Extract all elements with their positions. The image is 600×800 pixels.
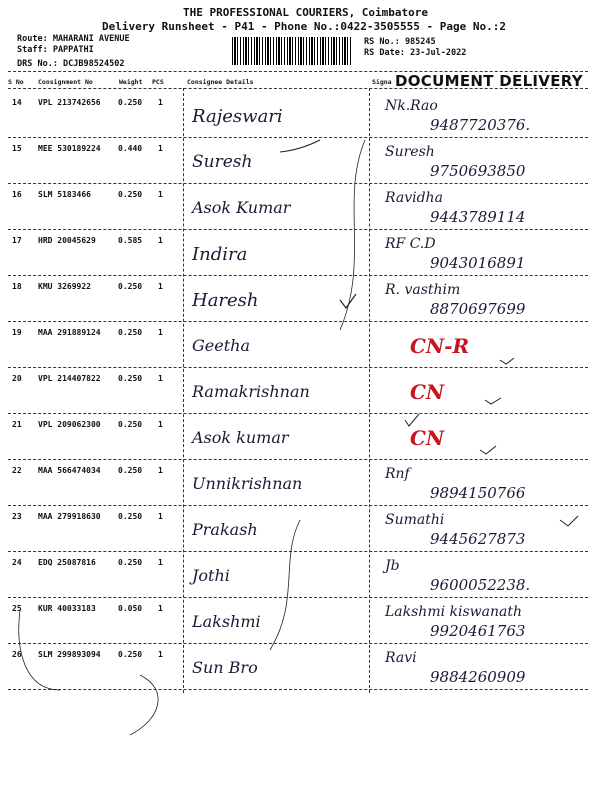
row-divider bbox=[8, 505, 588, 506]
consignee-name: Rajeswari bbox=[192, 106, 283, 127]
row-consignment: KUR 40033183 bbox=[38, 604, 96, 613]
signature: Jb bbox=[385, 558, 400, 574]
rs-number: RS No.: 985245 bbox=[364, 37, 436, 47]
row-divider bbox=[8, 413, 588, 414]
row-weight: 0.250 bbox=[118, 650, 143, 659]
consignee-column-line bbox=[183, 88, 184, 693]
consignee-name: Prakash bbox=[192, 520, 258, 539]
signature: CN bbox=[410, 380, 445, 404]
row-weight: 0.250 bbox=[118, 328, 143, 337]
row-weight: 0.250 bbox=[118, 420, 143, 429]
row-weight: 0.250 bbox=[118, 512, 143, 521]
row-pcs: 1 bbox=[158, 604, 163, 613]
phone-number: 9445627873 bbox=[430, 530, 526, 548]
row-weight: 0.250 bbox=[118, 558, 143, 567]
signature: Sumathi bbox=[385, 512, 445, 528]
row-divider bbox=[8, 459, 588, 460]
row-weight: 0.585 bbox=[118, 236, 143, 245]
phone-number: 9884260909 bbox=[430, 668, 526, 686]
row-divider bbox=[8, 367, 588, 368]
header-divider-top bbox=[8, 71, 588, 72]
phone-number: 9750693850 bbox=[430, 162, 526, 180]
consignee-name: Ramakrishnan bbox=[192, 382, 310, 401]
rs-date: RS Date: 23-Jul-2022 bbox=[364, 48, 467, 58]
row-weight: 0.250 bbox=[118, 466, 143, 475]
row-consignment: VPL 209062300 bbox=[38, 420, 101, 429]
row-pcs: 1 bbox=[158, 328, 163, 337]
row-pcs: 1 bbox=[158, 466, 163, 475]
phone-number: 9443789114 bbox=[430, 208, 526, 226]
row-sno: 16 bbox=[12, 190, 22, 199]
staff-label: Staff: PAPPATHI bbox=[17, 45, 94, 55]
consignee-name: Asok Kumar bbox=[192, 198, 291, 217]
row-pcs: 1 bbox=[158, 512, 163, 521]
phone-number: 9600052238. bbox=[430, 576, 531, 594]
col-consignment: Consignment No bbox=[38, 78, 93, 86]
row-divider bbox=[8, 183, 588, 184]
phone-number: 9894150766 bbox=[430, 484, 526, 502]
signature: Lakshmi kiswanath bbox=[385, 604, 523, 620]
col-signature: Signa bbox=[372, 78, 392, 86]
signature: Ravi bbox=[385, 650, 417, 666]
signature: Nk.Rao bbox=[385, 98, 438, 114]
signature: Ravidha bbox=[385, 190, 443, 206]
phone-number: 9920461763 bbox=[430, 622, 526, 640]
row-consignment: MAA 279918630 bbox=[38, 512, 101, 521]
row-pcs: 1 bbox=[158, 374, 163, 383]
row-sno: 15 bbox=[12, 144, 22, 153]
row-sno: 20 bbox=[12, 374, 22, 383]
row-sno: 24 bbox=[12, 558, 22, 567]
signature-column-line bbox=[369, 88, 370, 693]
row-divider bbox=[8, 643, 588, 644]
signature: RF C.D bbox=[385, 236, 436, 252]
row-pcs: 1 bbox=[158, 558, 163, 567]
row-weight: 0.250 bbox=[118, 282, 143, 291]
row-divider bbox=[8, 229, 588, 230]
row-consignment: KMU 3269922 bbox=[38, 282, 91, 291]
col-pcs: PCS bbox=[152, 78, 164, 86]
row-sno: 19 bbox=[12, 328, 22, 337]
row-consignment: EDQ 25087816 bbox=[38, 558, 96, 567]
signature: CN-R bbox=[410, 334, 470, 358]
phone-number: 9043016891 bbox=[430, 254, 526, 272]
consignee-name: Asok kumar bbox=[192, 428, 289, 447]
row-pcs: 1 bbox=[158, 190, 163, 199]
row-sno: 17 bbox=[12, 236, 22, 245]
row-consignment: VPL 213742656 bbox=[38, 98, 101, 107]
row-consignment: SLM 299893094 bbox=[38, 650, 101, 659]
row-consignment: VPL 214407822 bbox=[38, 374, 101, 383]
row-consignment: MEE 530189224 bbox=[38, 144, 101, 153]
consignee-name: Lakshmi bbox=[192, 612, 261, 631]
row-pcs: 1 bbox=[158, 650, 163, 659]
row-divider bbox=[8, 597, 588, 598]
row-divider bbox=[8, 551, 588, 552]
row-sno: 26 bbox=[12, 650, 22, 659]
row-pcs: 1 bbox=[158, 236, 163, 245]
row-pcs: 1 bbox=[158, 420, 163, 429]
consignee-name: Suresh bbox=[192, 152, 253, 172]
row-sno: 14 bbox=[12, 98, 22, 107]
row-sno: 21 bbox=[12, 420, 22, 429]
row-divider bbox=[8, 321, 588, 322]
row-sno: 18 bbox=[12, 282, 22, 291]
signature: R. vasthim bbox=[385, 282, 461, 298]
col-consignee: Consignee Details bbox=[187, 78, 254, 86]
consignee-name: Unnikrishnan bbox=[192, 474, 303, 493]
document-delivery-stamp: DOCUMENT DELIVERY bbox=[395, 72, 583, 90]
signature: CN bbox=[410, 426, 445, 450]
drs-label: DRS No.: DCJB98524502 bbox=[17, 59, 125, 69]
company-title: THE PROFESSIONAL COURIERS, Coimbatore bbox=[183, 6, 429, 19]
consignee-name: Jothi bbox=[192, 566, 230, 585]
runsheet-title: Delivery Runsheet - P41 - Phone No.:0422-3505555 - Page No.:2 bbox=[102, 20, 506, 33]
row-weight: 0.440 bbox=[118, 144, 143, 153]
row-pcs: 1 bbox=[158, 98, 163, 107]
phone-number: 9487720376. bbox=[430, 116, 531, 134]
barcode bbox=[232, 37, 352, 65]
row-sno: 25 bbox=[12, 604, 22, 613]
consignee-name: Geetha bbox=[192, 336, 250, 355]
row-sno: 22 bbox=[12, 466, 22, 475]
consignee-name: Sun Bro bbox=[192, 658, 258, 677]
row-weight: 0.250 bbox=[118, 190, 143, 199]
row-divider bbox=[8, 137, 588, 138]
row-pcs: 1 bbox=[158, 144, 163, 153]
header-divider-bottom bbox=[8, 88, 588, 89]
row-divider bbox=[8, 275, 588, 276]
row-pcs: 1 bbox=[158, 282, 163, 291]
row-consignment: MAA 291889124 bbox=[38, 328, 101, 337]
route-label: Route: MAHARANI AVENUE bbox=[17, 34, 130, 44]
signature: Rnf bbox=[385, 466, 410, 482]
consignee-name: Haresh bbox=[192, 290, 259, 311]
col-sno: S No bbox=[8, 78, 24, 86]
row-weight: 0.250 bbox=[118, 374, 143, 383]
consignee-name: Indira bbox=[192, 244, 248, 265]
row-weight: 0.250 bbox=[118, 98, 143, 107]
row-sno: 23 bbox=[12, 512, 22, 521]
row-divider bbox=[8, 689, 588, 690]
row-weight: 0.050 bbox=[118, 604, 143, 613]
signature: Suresh bbox=[385, 144, 435, 160]
row-consignment: HRD 20045629 bbox=[38, 236, 96, 245]
phone-number: 8870697699 bbox=[430, 300, 526, 318]
row-consignment: SLM 5183466 bbox=[38, 190, 91, 199]
col-weight: Weight bbox=[119, 78, 143, 86]
row-consignment: MAA 566474034 bbox=[38, 466, 101, 475]
